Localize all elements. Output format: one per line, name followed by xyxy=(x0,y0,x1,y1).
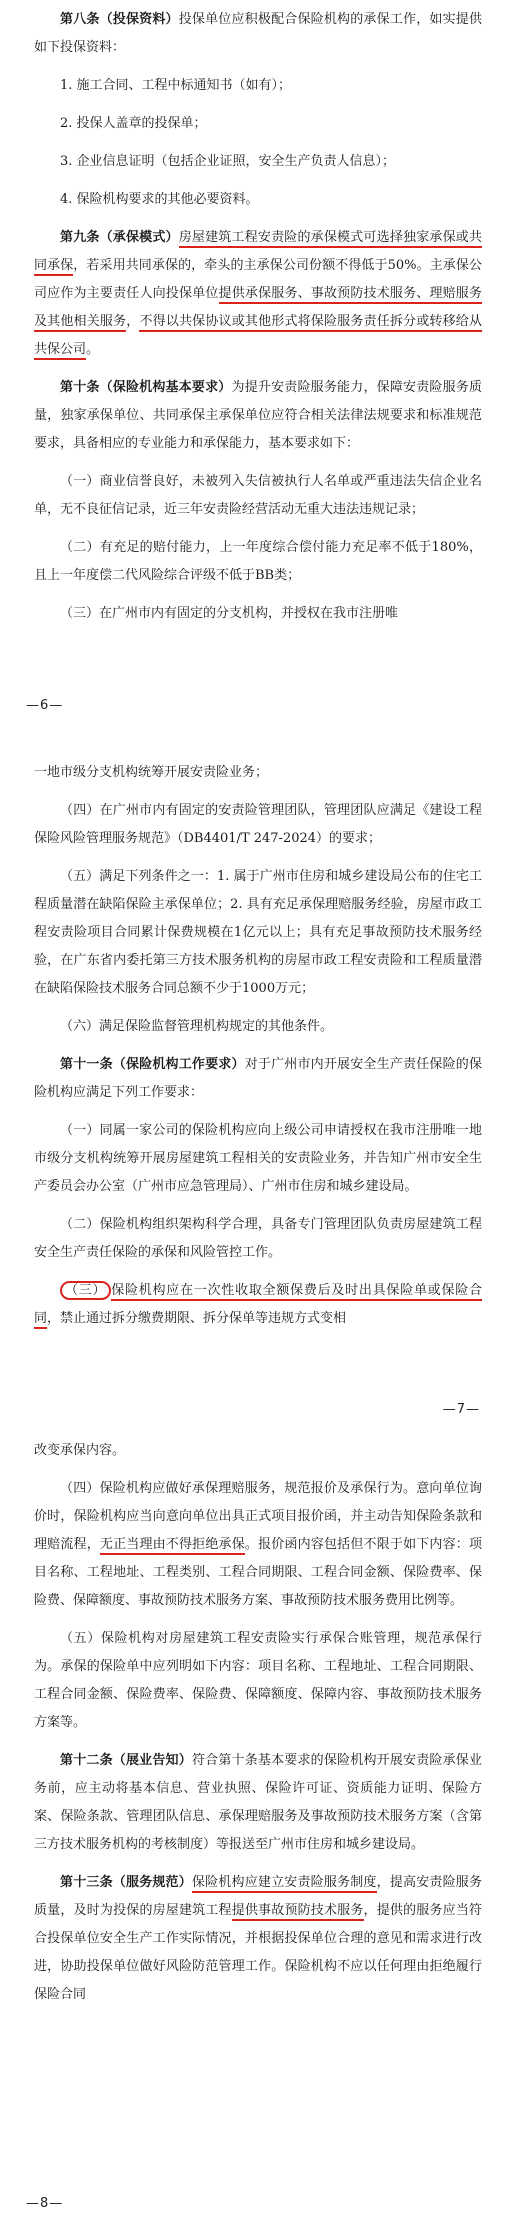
article-11-heading: 第十一条（保险机构工作要求） xyxy=(60,1057,245,1072)
underlined-text: 提供承保服务、事故预防技术服务、理赔服务及其他相关服务 xyxy=(34,286,482,332)
article-9-heading: 第九条（承保模式） xyxy=(60,230,179,245)
circled-marker: （三） xyxy=(60,1281,111,1300)
list-item xyxy=(34,1277,482,1333)
list-item: （六）满足保险监督管理机构规定的其他条件。 xyxy=(60,1019,334,1034)
body-text: ， xyxy=(126,314,140,329)
article-9-paragraph xyxy=(34,224,482,364)
list-item: （三）在广州市内有固定的分支机构，并授权在我市注册唯 xyxy=(60,606,399,621)
underlined-text: 保险机构应在一次性收取全额保费后及时出具保险单或保险合同 xyxy=(34,1283,482,1329)
underlined-text: 提供事故预防技术服务 xyxy=(232,1903,364,1921)
article-11-text: 对于广州市内开展安全生产责任保险的保险机构应满足下列工作要求： xyxy=(34,1057,482,1100)
body-text: 。报价函内容包括但不限于如下内容：项目名称、工程地址、工程类别、工程合同期限、工程合同金额、保险费率、保险费、保障额度、事故预防技术服务方案、事故预防技术服务费用比例等。 xyxy=(34,1537,482,1608)
page-number: —7— xyxy=(442,1402,480,1417)
article-10-heading: 第十条（保险机构基本要求） xyxy=(60,380,232,395)
page-8 xyxy=(0,1425,510,2225)
article-8-text: 投保单位应积极配合保险机构的承保工作，如实提供如下投保资料： xyxy=(34,12,482,55)
list-item: 2. 投保人盖章的投保单； xyxy=(60,116,207,131)
list-item: （一）商业信誉良好，未被列入失信被执行人名单或严重违法失信企业名单，无不良征信记录，近三年安责险经营活动无重大违法违规记录； xyxy=(34,474,482,517)
body-text: ，禁止通过拆分缴费期限、拆分保单等违规方式变相 xyxy=(47,1311,347,1326)
article-12-paragraph xyxy=(34,1747,482,1859)
page-7 xyxy=(0,725,510,1425)
continued-text: 一地市级分支机构统筹开展安责险业务； xyxy=(34,765,269,780)
underlined-text: 无正当理由不得拒绝承保 xyxy=(100,1537,245,1555)
article-11-paragraph xyxy=(34,1051,482,1107)
underlined-text: 不得以共保协议或其他形式将保险服务责任拆分或转移给从共保公司 xyxy=(34,314,482,360)
article-8-heading: 第八条（投保资料） xyxy=(60,12,179,27)
page-6 xyxy=(0,0,510,725)
article-12-text: 符合第十条基本要求的保险机构开展安责险承保业务前，应主动将基本信息、营业执照、保险许可证、资质能力证明、保险方案、保险条款、管理团队信息、承保理赔服务及事故预防技术服务方案（含第三方技术服务机构的考核制度）等报送至广州市住房和城乡建设局。 xyxy=(34,1753,482,1852)
body-text: ，若采用共同承保的，牵头的主承保公司份额不得低于50%。主承保公司应作为主要责任人向投保单位 xyxy=(34,258,482,301)
body-text: ，提高安责险服务质量，及时为投保的房屋建筑工程 xyxy=(34,1875,482,1918)
body-text: 。 xyxy=(86,342,100,357)
article-12-heading: 第十二条（展业告知） xyxy=(60,1753,192,1768)
list-item: （一）同属一家公司的保险机构应向上级公司申请授权在我市注册唯一地市级分支机构统筹开展房屋建筑工程相关的安责险业务，并告知广州市安全生产委员会办公室（广州市应急管理局）、广州市住房和城乡建设局。 xyxy=(34,1123,482,1194)
page-number: —8— xyxy=(26,2196,64,2211)
list-item: （四）在广州市内有固定的安责险管理团队，管理团队应满足《建设工程保险风险管理服务规范》（DB4401/T 247-2024）的要求； xyxy=(34,803,482,846)
article-8-paragraph xyxy=(34,6,482,62)
list-item: 4. 保险机构要求的其他必要资料。 xyxy=(60,192,259,207)
article-13-paragraph xyxy=(34,1869,482,2009)
article-13-heading: 第十三条（服务规范） xyxy=(60,1875,192,1890)
article-10-text: 为提升安责险服务能力，保障安责险服务质量，独家承保单位、共同承保主承保单位应符合相关法律法规要求和标准规范要求，具备相应的专业能力和承保能力，基本要求如下： xyxy=(34,380,482,451)
list-item: （二）保险机构组织架构科学合理，具备专门管理团队负责房屋建筑工程安全生产责任保险的承保和风险管控工作。 xyxy=(34,1217,482,1260)
article-10-paragraph xyxy=(34,374,482,458)
list-item: （二）有充足的赔付能力，上一年度综合偿付能力充足率不低于180%，且上一年度偿二代风险综合评级不低于BB类； xyxy=(34,540,482,583)
underlined-text: 保险机构应建立安责险服务制度 xyxy=(192,1875,377,1893)
body-text: ，提供的服务应当符合投保单位安全生产工作实际情况，并根据投保单位合理的意见和需求进行改进，协助投保单位做好风险防范管理工作。保险机构不应以任何理由拒绝履行保险合同 xyxy=(34,1903,482,2002)
body-text: （四）保险机构应做好承保理赔服务，规范报价及承保行为。意向单位询价时，保险机构应当向意向单位出具正式项目报价函，并主动告知保险条款和理赔流程， xyxy=(34,1481,482,1552)
list-item: 3. 企业信息证明（包括企业证照，安全生产负责人信息）； xyxy=(60,154,396,169)
list-item: 1. 施工合同、工程中标通知书（如有）； xyxy=(60,78,292,93)
page-number: —6— xyxy=(26,698,64,713)
list-item: （五）保险机构对房屋建筑工程安责险实行承保合账管理，规范承保行为。承保的保险单中应列明如下内容：项目名称、工程地址、工程合同期限、工程合同金额、保险费率、保险费、保障额度、保障内容、事故预防技术服务方案等。 xyxy=(34,1631,482,1730)
list-item xyxy=(34,1475,482,1615)
list-item: （五）满足下列条件之一：1. 属于广州市住房和城乡建设局公布的住宅工程质量潜在缺陷保险主承保单位；2. 具有充足承保理赔服务经验，房屋市政工程安责险项目合同累计保费规模在1亿元以上；具有充足事故预防技术服务经验，在广东省内委托第三方技术服务机构的房屋市政工程安责险和工程质量潜在缺陷保险技术服务合同总额不少于1000万元； xyxy=(34,869,482,996)
continued-text: 改变承保内容。 xyxy=(34,1443,126,1458)
underlined-text: 房屋建筑工程安责险的承保模式可选择独家承保或共同承保 xyxy=(34,230,482,276)
